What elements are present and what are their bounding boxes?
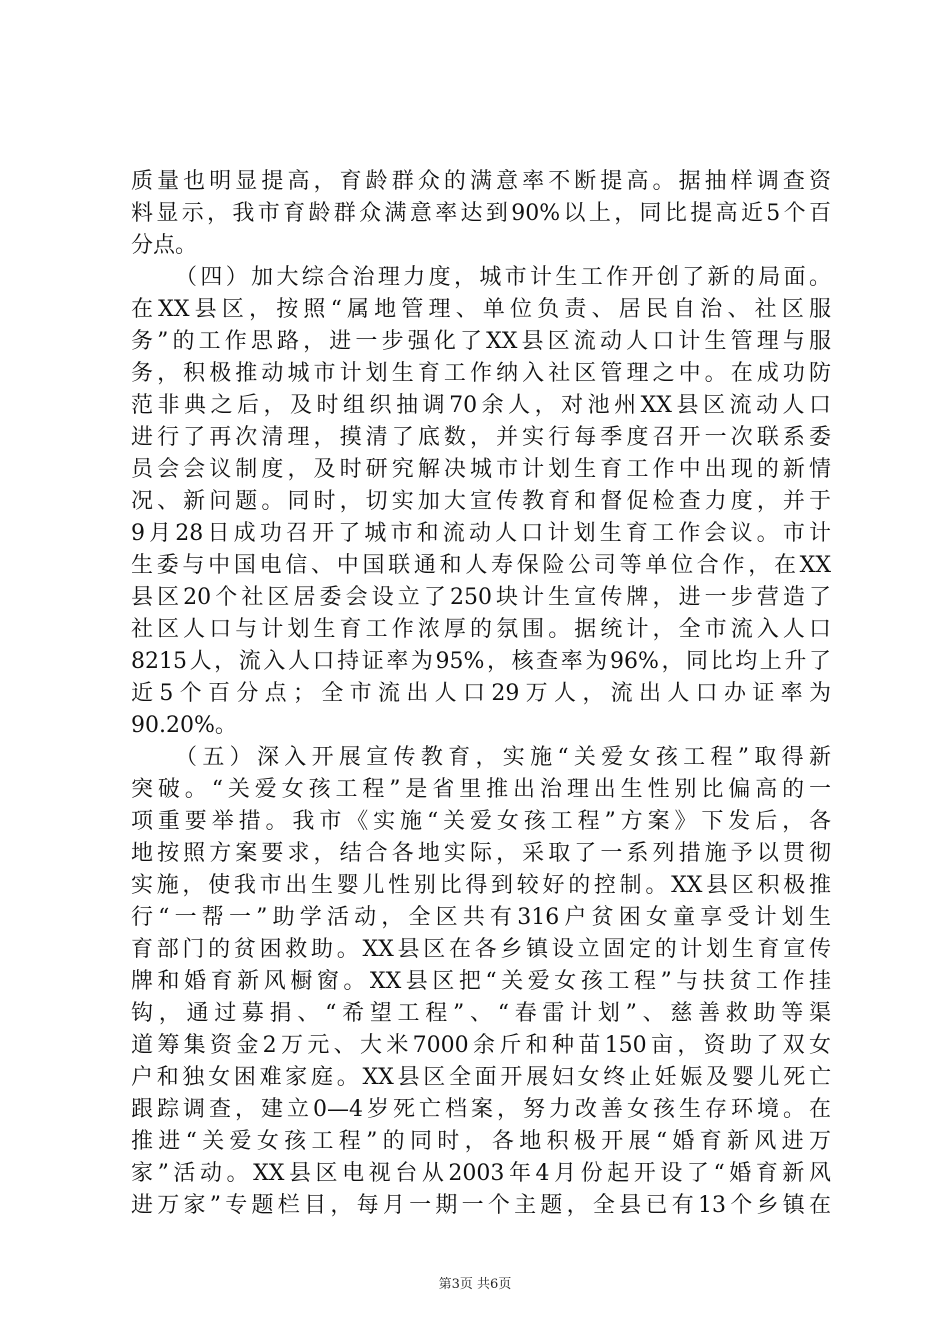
page-number-footer: 第3页 共6页 — [438, 1277, 512, 1292]
text-line: 项重要举措。我市《实施“关爱女孩工程”方案》下发后，各 — [131, 809, 831, 834]
text-line: 近5个百分点；全市流出人口29万人，流出人口办证率为 — [131, 681, 831, 706]
text-line: 县区20个社区居委会设立了250块计生宣传牌，进一步营造了 — [131, 585, 831, 610]
text-line: 实施，使我市出生婴儿性别比得到较好的控制。XX县区积极推 — [131, 873, 831, 898]
text-line: 推进“关爱女孩工程”的同时，各地积极开展“婚育新风进万 — [131, 1129, 831, 1154]
document-body — [131, 166, 831, 1222]
paragraph-section-four — [131, 262, 831, 742]
text-line: 育部门的贫困救助。XX县区在各乡镇设立固定的计划生育宣传 — [131, 937, 831, 962]
text-line: 牌和婚育新风橱窗。XX县区把“关爱女孩工程”与扶贫工作挂 — [131, 969, 831, 994]
text-line: （五）深入开展宣传教育，实施“关爱女孩工程”取得新 — [175, 745, 831, 770]
paragraph-continued — [131, 166, 831, 262]
text-line: 务”的工作思路，进一步强化了XX县区流动人口计生管理与服 — [131, 329, 831, 354]
text-line: 进万家”专题栏目，每月一期一个主题，全县已有13个乡镇在 — [131, 1193, 831, 1218]
text-line: 突破。“关爱女孩工程”是省里推出治理出生性别比偏高的一 — [131, 777, 831, 802]
text-line: 员会会议制度，及时研究解决城市计划生育工作中出现的新情 — [131, 457, 831, 482]
text-line: 跟踪调查，建立0—4岁死亡档案，努力改善女孩生存环境。在 — [131, 1097, 831, 1122]
text-line: 社区人口与计划生育工作浓厚的氛围。据统计，全市流入人口 — [131, 617, 831, 642]
text-line: 9月28日成功召开了城市和流动人口计划生育工作会议。市计 — [131, 521, 831, 546]
text-line: 务，积极推动城市计划生育工作纳入社区管理之中。在成功防 — [131, 361, 831, 386]
text-line: 家”活动。XX县区电视台从2003年4月份起开设了“婚育新风 — [131, 1161, 831, 1186]
paragraph-section-five — [131, 742, 831, 1222]
text-line: 地按照方案要求，结合各地实际，采取了一系列措施予以贯彻 — [131, 841, 831, 866]
text-line: 料显示，我市育龄群众满意率达到90%以上，同比提高近5个百 — [131, 201, 831, 226]
text-line: 在XX县区，按照“属地管理、单位负责、居民自治、社区服 — [131, 297, 831, 322]
text-line: 分点。 — [131, 233, 198, 258]
text-line: 行“一帮一”助学活动，全区共有316户贫困女童享受计划生 — [131, 905, 831, 930]
text-line: 生委与中国电信、中国联通和人寿保险公司等单位合作，在XX — [131, 553, 831, 578]
text-line: 90.20%。 — [131, 713, 237, 738]
text-line: 质量也明显提高，育龄群众的满意率不断提高。据抽样调查资 — [131, 169, 831, 194]
text-line: 钩，通过募捐、“希望工程”、“春雷计划”、慈善救助等渠 — [131, 1001, 831, 1026]
text-line: 道筹集资金2万元、大米7000余斤和种苗150亩，资助了双女 — [131, 1033, 831, 1058]
text-line: 8215人，流入人口持证率为95%，核查率为96%，同比均上升了 — [131, 649, 831, 674]
text-line: 范非典之后，及时组织抽调70余人，对池州XX县区流动人口 — [131, 393, 831, 418]
text-line: 户和独女困难家庭。XX县区全面开展妇女终止妊娠及婴儿死亡 — [131, 1065, 831, 1090]
text-line: （四）加大综合治理力度，城市计生工作开创了新的局面。 — [175, 265, 831, 290]
text-line: 况、新问题。同时，切实加大宣传教育和督促检查力度，并于 — [131, 489, 831, 514]
text-line: 进行了再次清理，摸清了底数，并实行每季度召开一次联系委 — [131, 425, 831, 450]
